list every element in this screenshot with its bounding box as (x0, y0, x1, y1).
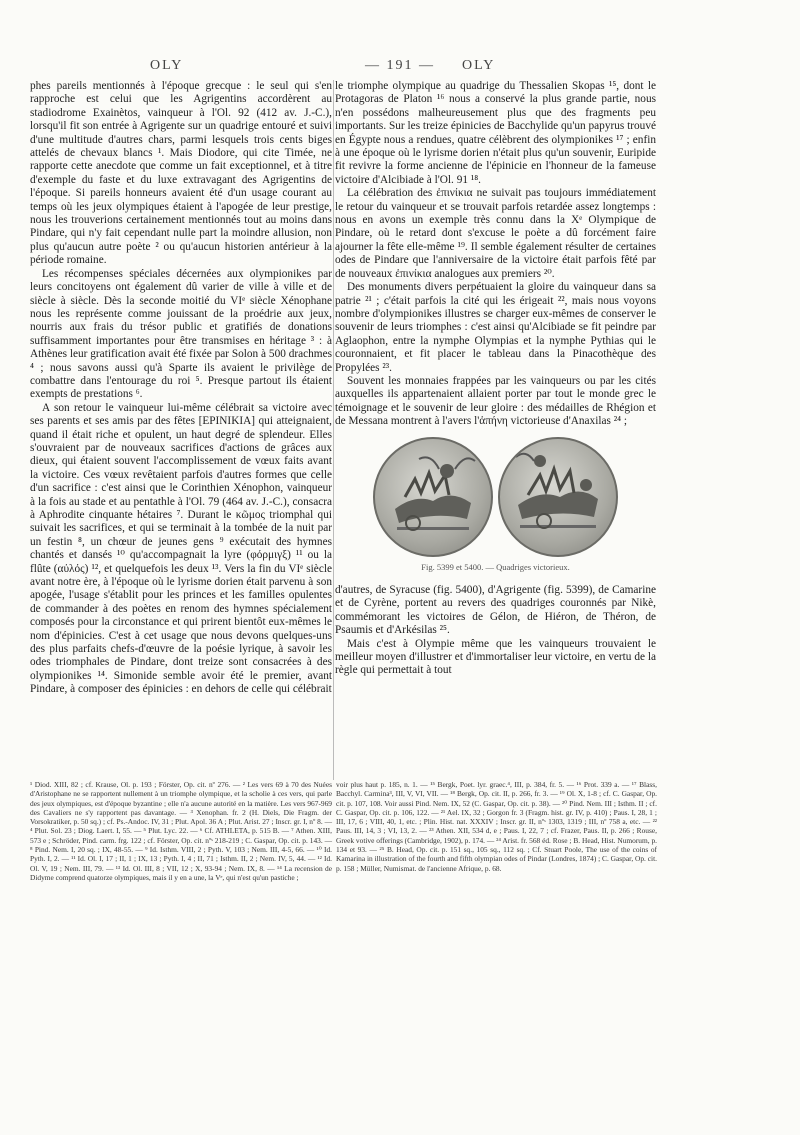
header-left: OLY (150, 58, 184, 73)
paragraph: Mais c'est à Olympie même que les vainqueurs trouvaient le meilleur moyen d'illustrer et d'immortaliser leur victoire, en vertu de la règle qui permettait à tout (335, 637, 656, 677)
paragraph: Les récompenses spéciales décernées aux olympionikes par leurs concitoyens ont également dû varier de ville à ville et de siècle à siècle. Dès la seconde moitié du VIᵉ siècle Xénophane nous les représente comme jouissant de la proédrie aux jeux, nourris aux frais du trésor public et gratifiés de donations suffisamment importantes pour être transmises en héritage ³ : à Athènes leur gratification avait été fixée par Solon à 500 drachmes ⁴ ; nous savons aussi qu'à Sparte ils avaient le privilège de combattre dans l'entourage du roi ⁵. Presque partout ils étaient exempts de prestations ⁶. (30, 267, 332, 401)
coin-agrigentum-image (373, 437, 493, 557)
footnote-text: voir plus haut p. 185, n. 1. — ¹⁵ Bergk, Poet. lyr. graec.⁴, III, p. 384, fr. 5. — ¹⁶ Prot. 339 a. — ¹⁷ Blass, Bacchyl. Carmina³, III, V, VI, VII. — ¹⁸ Bergk, Op. cit. II, p. 266, fr. 3. — ¹⁹ Ol. X, 1-8 ; cf. C. Gaspar, Op. cit. p. 107, 108. Voir aussi Pind. Nem. IX, 52 (C. Gaspar, Op. cit. p. 38). — ²⁰ Pind. Nem. III ; Isthm. II ; cf. C. Gaspar, Op. cit. p. 106, 122. — ²¹ Ael. IX, 32 ; Gorgon fr. 3 (Fragm. hist. gr. IV, p. 410) ; Paus. I, 28, 1 ; III, 17, 6 ; VIII, 40, 1, etc. ; Plin. Hist. nat. XXXIV ; Inscr. gr. II, nºˢ 1303, 1319 ; III, nº 758 a, etc. — ²² Paus. III, 14, 3 ; VI, 13, 2. — ²³ Athen. XII, 534 d, e ; Paus. I, 22, 7 ; cf. Frazer, Paus. II, p. 266 ; Rouse, Greek votive offerings (Cambridge, 1902), p. 174. — ²⁴ Arist. fr. 568 éd. Rose ; B. Head, Hist. Numorum, p. 134 et 93. — ²⁵ B. Head, Op. cit. p. 151 sq., 105 sq., 112 sq. ; Cf. Stuart Poole, The use of the coins of Kamarina in illustration of the fourth and fifth olympian odes of Pindar (Londres, 1874) ; C. Gaspar, Op. cit. p. 158 ; Müller, Numismat. de l'ancienne Afrique, p. 68. (336, 780, 657, 873)
header-right: OLY (462, 58, 496, 73)
paragraph: Souvent les monnaies frappées par les vainqueurs ou par les cités auxquelles ils appartenaient allaient porter par tout le monde grec le témoignage et le souvenir de leur gloire : des médailles de Rhégion et de Messana montrent à l'avers l'ἀπήνη victorieuse d'Anaxilas ²⁴ ; (335, 374, 656, 428)
paragraph: La célébration des ἐπινίκια ne suivait pas toujours immédiatement le retour du vainqueur et se trouvait parfois retardée assez longtemps : nous en avons un exemple très connu dans la Xᵉ Olympique de Pindare, où le retard dont s'excuse le poète a dû forcément faire ajourner la fête elle-même ¹⁹. Il semble également résulter de certaines odes de Pindare que l'anniversaire de la victoire était parfois fêté par de nouveaux ἐπινίκια analogues aux premiers ²⁰. (335, 187, 656, 280)
page-number: — 191 — (365, 58, 435, 73)
figure-caption: Fig. 5399 et 5400. — Quadriges victorieux. (421, 561, 570, 572)
paragraph: phes pareils mentionnés à l'époque grecque : le seul qui s'en rapproche est celui que les Agrigentins accordèrent au stadiodrome Exainètos, vainqueur à l'Ol. 92 (412 av. J.-C.), lorsqu'il fit son entrée à Agrigente sur un quadrige entouré et suivi d'une multitude d'autres chars, parmi lesquels trois cents biges attelés de chevaux blancs ¹. Mais Diodore, qui cite Timée, ne rapporte cette anecdote que comme un fait exceptionnel, et à titre d'exemple du faste et du luxe extravagant des Agrigentins de l'époque. Si pareils honneurs avaient été d'un usage courant au temps où les jeux olympiques étaient à l'apogée de leur prestige, nous les trouverions certainement mentionnés tout au moins dans Pindare, qui n'y fait cependant nulle part la moindre allusion, non plus qu'aucun autre poète ² ou qu'aucun historien antérieur à la période romaine. (30, 80, 332, 267)
paragraph: Des monuments divers perpétuaient la gloire du vainqueur dans sa patrie ²¹ ; c'était parfois la cité qui les érigeait ²², mais nous voyons nombre d'olympionikes illustres se charger eux-mêmes de conserver le souvenir de leurs triomphes : c'est ainsi qu'Alcibiade se fit peindre par Aglaophon, entre la nymphe Olympias et la nymphe Pythias qui le couronnaient, et fit placer le tableau dans la Pinacothèque des Propylées ²³. (335, 281, 656, 374)
paragraph: A son retour le vainqueur lui-même célébrait sa victoire avec ses parents et ses amis par des fêtes [EPINIKIA] qui atteignaient, quand il était riche et opulent, un haut degré de splendeur. Elles s'ouvraient par de nouveaux sacrifices d'actions de grâces aux dieux, qui étaient souvent l'accomplissement de vœux faits avant la victoire. Ces vœux revêtaient parfois d'autres formes que celle d'un sacrifice : c'est ainsi que le Corinthien Xénophon, vainqueur à la fois au stade et au pentathle à l'Ol. 79 (464 av. J.-C.), consacra à Aphrodite cinquante hétaires ⁷. Durant le κῶμος triomphal qui suivait les sacrifices, et qui se terminait à la tombée de la nuit par un festin ⁸, un chœur de jeunes gens ⁹ exécutait des hymnes chantés et dansés ¹⁰ qu'accompagnait la lyre (φόρμιγξ) ¹¹ ou la flûte (αὐλός) ¹², et quelquefois les deux ¹³. Vers la fin du VIᵉ siècle avant notre ère, à l'époque où le lyrisme dorien était parvenu à son apogée, l'usage s'établit pour les princes et les familles opulentes de commander à des poètes en renom des hymnes spécialement composés pour la circonstance et qui prirent bientôt eux-mêmes le nom d'épinicies. C'est à cet usage que nous devons quelques-uns des plus parfaits chefs-d'œuvre de la poésie lyrique, à savoir les odes triomphales de Pindare, dont treize sont consacrées à des olympionikes ¹⁴. Simonide semble avoir été le premier, avant Pindare, à composer des épinicies : en dehors de celle qui célébrait (30, 401, 332, 696)
footnotes-right (336, 780, 657, 873)
coin-figure (335, 437, 656, 557)
coin-syracuse-image (498, 437, 618, 557)
footnote-text: ¹ Diod. XIII, 82 ; cf. Krause, Ol. p. 193 ; Förster, Op. cit. nº 276. — ² Les vers 69 à 70 des Nuées d'Aristophane ne se rapportent nullement à un triomphe olympique, et la scholie à ces vers, qui parle des jeux olympiques, est d'époque byzantine ; elle n'a aucune autorité en la matière. Les vers 967-969 des Cavaliers ne s'y rapportent pas davantage. — ³ Xenophan. fr. 2 (H. Diels, Die Fragm. der Vorsokratiker, p. 50 sq.) ; cf. Ps.-Andoc. IV, 31 ; Plut. Apol. 36 A ; Plut. Arist. 27 ; Inscr. gr. I, nº 8. — ⁴ Plut. Sol. 23 ; Diog. Laert. I, 55. — ⁵ Plut. Lyc. 22. — ⁶ Cf. ATHLETA, p. 515 B. — ⁷ Athen. XIII, 573 e ; Schröder, Pind. carm. frg. 122 ; cf. Förster, Op. cit. nºˢ 218-219 ; C. Gaspar, Op. cit. p. 143. — ⁸ Pind. Nem. I, 20 sq. ; IX, 48-55. — ⁹ Id. Isthm. VIII, 2 ; Pyth. V, 103 ; Nem. III, 4-5, 66. — ¹⁰ Id. Pyth. I, 2. — ¹¹ Id. Ol. I, 17 ; II, 1 ; IX, 13 ; Pyth. I, 4 ; II, 71 ; Isthm. II, 2 ; Nem. IV, 5, 44. — ¹² Id. Ol. V, 19 ; Nem. III, 79. — ¹³ Id. Ol. III, 8 ; VII, 12 ; X, 93-94 ; Nem. IX, 8. — ¹⁴ La recension de Didyme comprend quatorze olympiques, mais il y en a une, la Vᵉ, qui n'est qu'un pastiche ; (30, 780, 332, 882)
paragraph: d'autres, de Syracuse (fig. 5400), d'Agrigente (fig. 5399), de Camarine et de Cyrène, portent au revers des quadriges couronnés par Nikè, commémorant les victoires de Gélon, de Hiéron, de Théron, de Psaumis et d'Arkésilas ²⁵. (335, 583, 656, 637)
right-column (335, 80, 656, 678)
footnotes-left (30, 780, 332, 882)
column-divider (333, 80, 334, 780)
left-column (30, 80, 332, 697)
paragraph: le triomphe olympique au quadrige du Thessalien Skopas ¹⁵, dont le Protagoras de Platon ¹⁶ nous a conservé la plus grande partie, nous n'en possédons malheureusement plus que des fragments peu importants. Sur les treize épinicies de Bacchylide qu'un papyrus trouvé en Égypte nous a rendues, quatre célèbrent des olympionikes ¹⁷ ; enfin à une époque où le lyrisme dorien n'était plus qu'un souvenir, Euripide fit revivre la forme ancienne de l'épinicie en l'honneur de la fameuse victoire d'Alcibiade à l'Ol. 91 ¹⁸. (335, 80, 656, 186)
page-header (0, 58, 800, 80)
